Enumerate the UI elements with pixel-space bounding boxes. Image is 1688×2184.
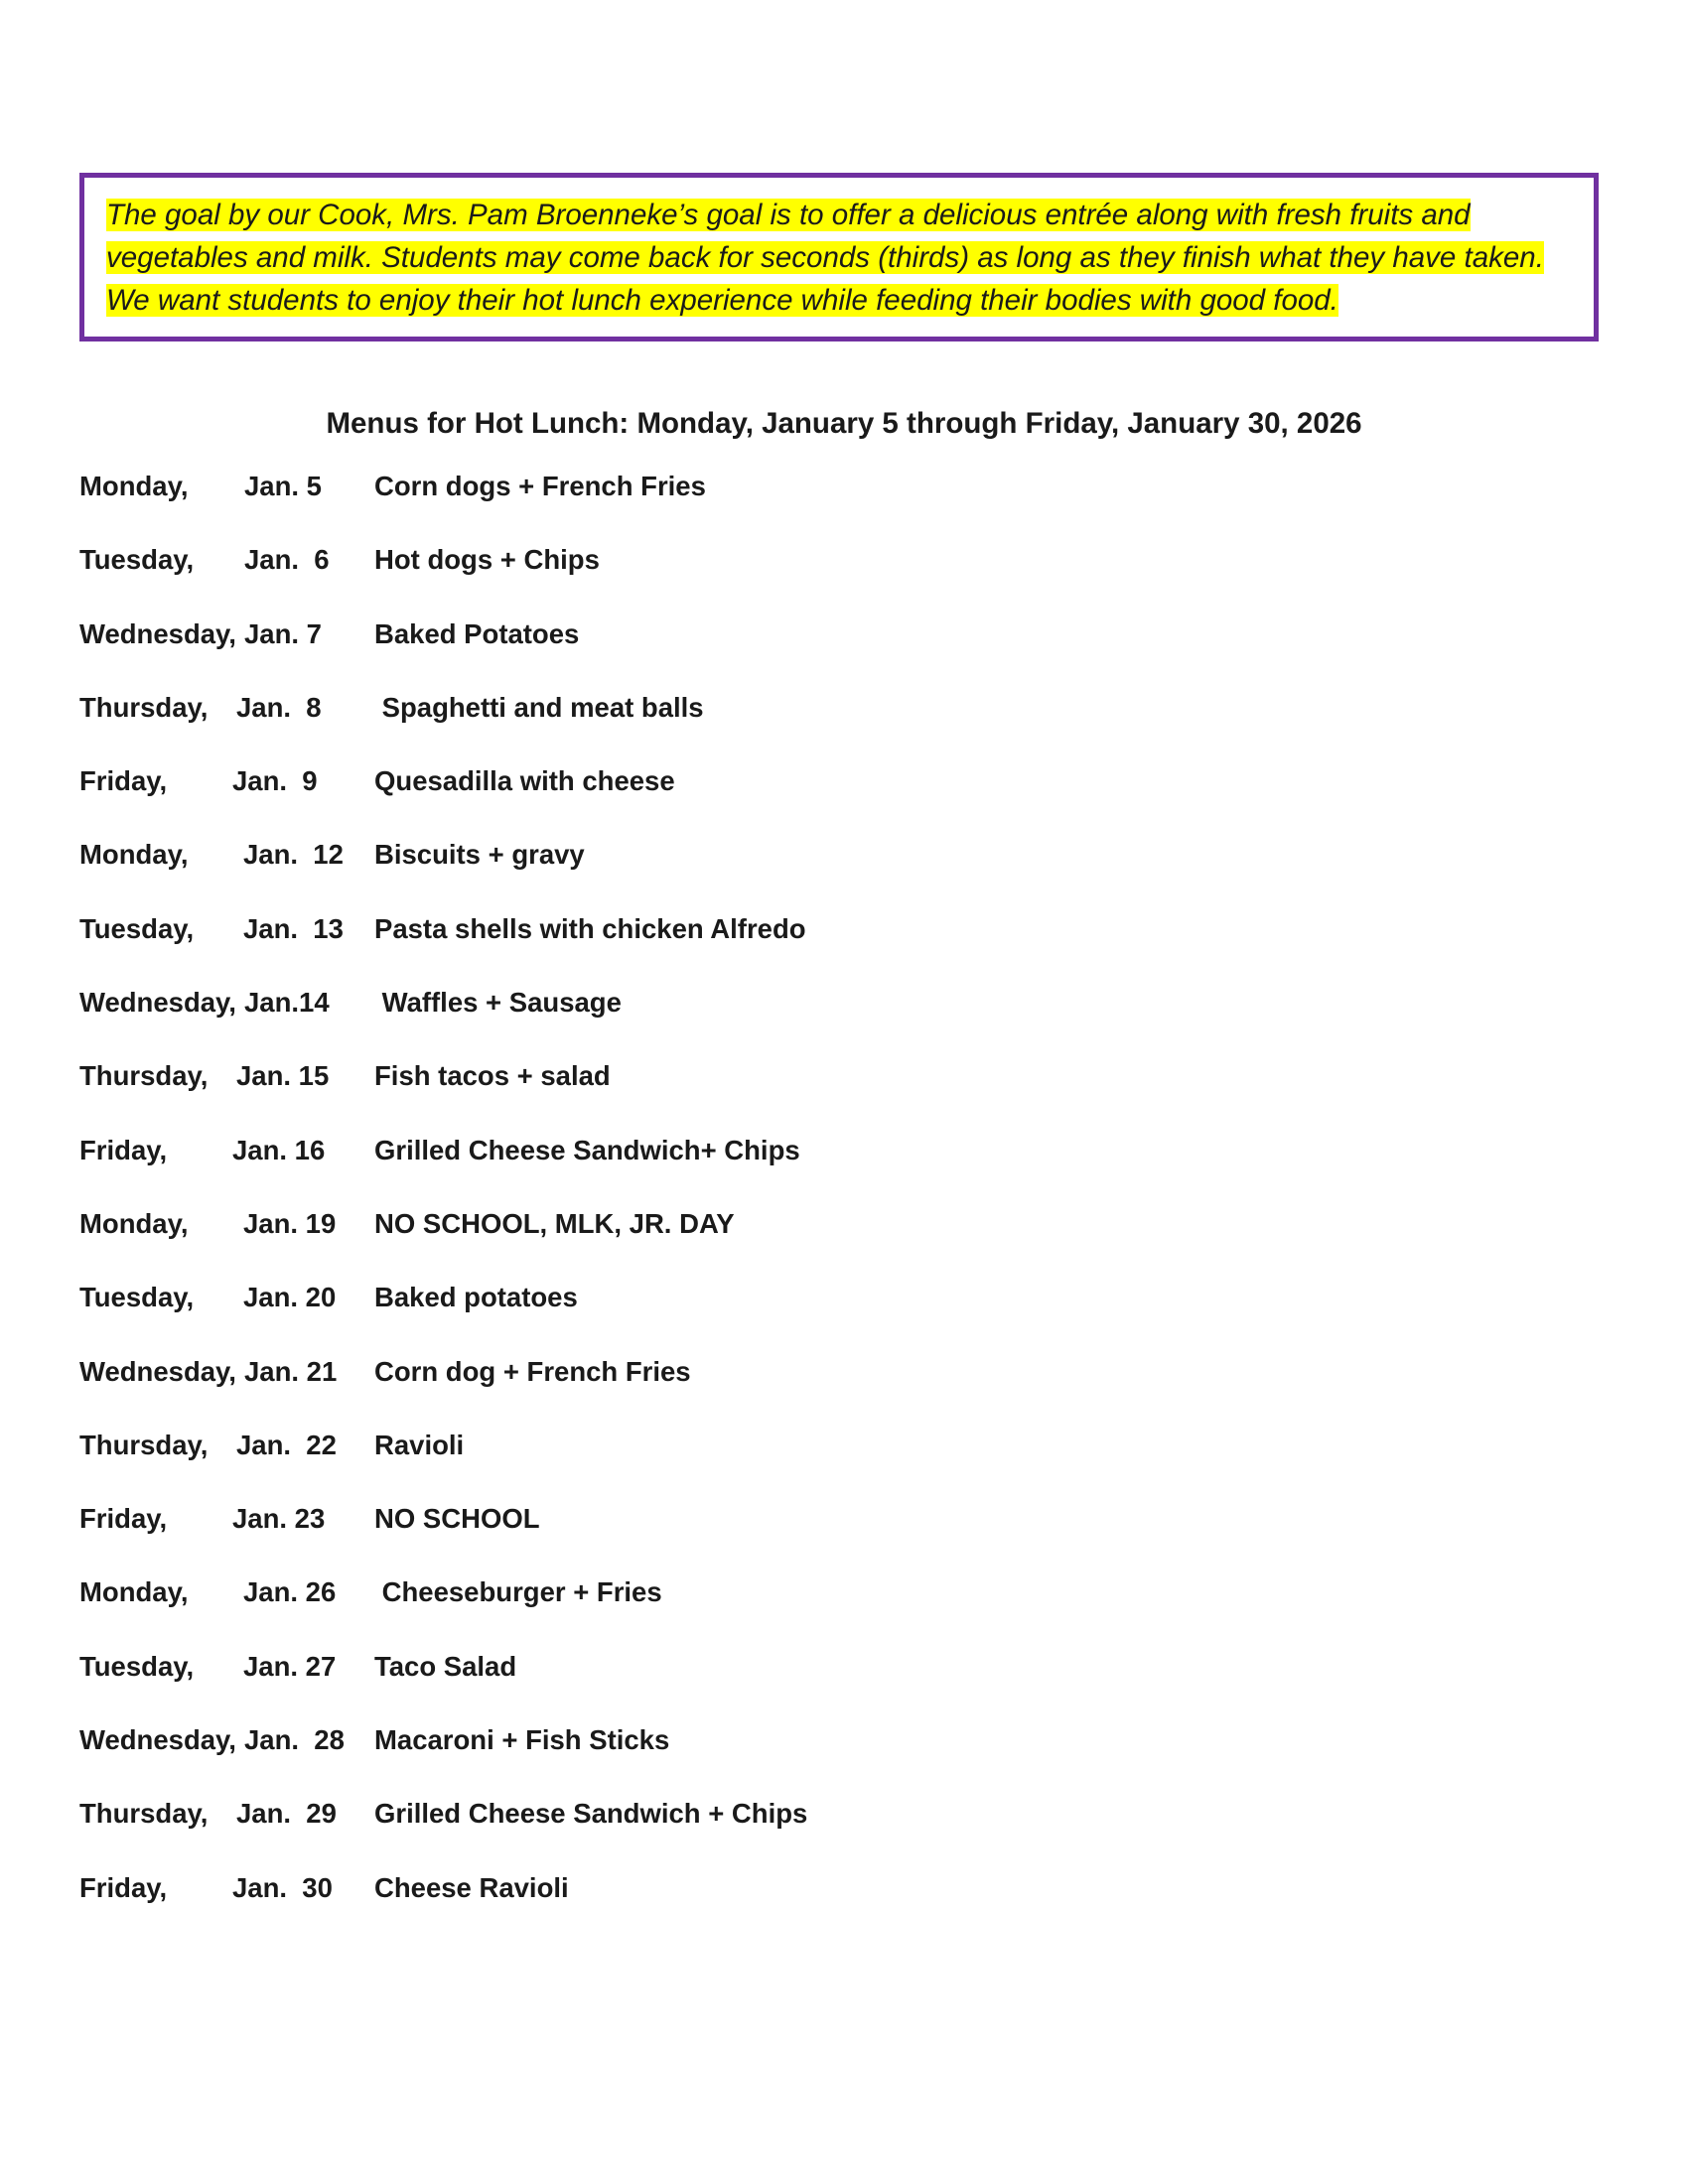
menu-date: Jan. 15 xyxy=(236,1060,330,1092)
menu-day: Tuesday, xyxy=(79,1282,195,1313)
menu-date: Jan. 29 xyxy=(236,1798,337,1830)
menu-day: Monday, xyxy=(79,1207,189,1239)
menu-day: Thursday, xyxy=(79,691,209,723)
menu-date: Jan. 21 xyxy=(244,1355,338,1387)
menu-date: Jan. 13 xyxy=(243,912,344,944)
menu-dish: Cheeseburger + Fries xyxy=(374,1576,662,1608)
intro-line-3: We want students to enjoy their hot lunch experience while feeding their bodies with good food. xyxy=(106,284,1338,317)
menu-date: Jan. 22 xyxy=(236,1429,337,1460)
menu-dish: Baked potatoes xyxy=(374,1282,578,1313)
menu-day: Wednesday, xyxy=(79,987,236,1019)
menu-dish: Waffles + Sausage xyxy=(374,987,622,1019)
menu-day: Monday, xyxy=(79,839,189,871)
menu-day: Wednesday, xyxy=(79,1724,236,1756)
menu-dish: Fish tacos + salad xyxy=(374,1060,611,1092)
menu-date: Jan. 23 xyxy=(232,1503,326,1535)
menu-date: Jan. 26 xyxy=(243,1576,337,1608)
menu-date: Jan. 19 xyxy=(243,1207,337,1239)
menu-dish: Corn dog + French Fries xyxy=(374,1355,691,1387)
menu-dish: Baked Potatoes xyxy=(374,617,580,649)
menu-day: Monday, xyxy=(79,1576,189,1608)
menu-dish: Corn dogs + French Fries xyxy=(374,471,706,501)
menu-date: Jan. 27 xyxy=(243,1650,337,1682)
menu-day: Thursday, xyxy=(79,1798,209,1830)
menu-day: Wednesday, xyxy=(79,617,236,649)
menu-dish: Grilled Cheese Sandwich + Chips xyxy=(374,1798,808,1830)
menu-dish: NO SCHOOL, MLK, JR. DAY xyxy=(374,1207,735,1239)
menu-day: Tuesday, xyxy=(79,912,195,944)
menu-date: Jan. 5 xyxy=(244,471,322,501)
menu-dish: Pasta shells with chicken Alfredo xyxy=(374,912,806,944)
intro-line-1: The goal by our Cook, Mrs. Pam Broenneke’s goal is to offer a delicious entrée along with fresh fruits and xyxy=(106,199,1471,231)
menu-dish: Macaroni + Fish Sticks xyxy=(374,1724,670,1756)
intro-box xyxy=(79,173,1599,341)
menu-day: Thursday, xyxy=(79,1429,209,1460)
menu-day: Monday, xyxy=(79,471,189,501)
menu-day: Tuesday, xyxy=(79,544,195,576)
menu-date: Jan. 6 xyxy=(244,544,330,576)
intro-paragraph xyxy=(106,194,1576,322)
menu-date: Jan.14 xyxy=(244,987,330,1019)
menu-date: Jan. 8 xyxy=(236,691,322,723)
menu-dish: Cheese Ravioli xyxy=(374,1871,569,1903)
menu-day: Friday, xyxy=(79,1871,168,1903)
menu-day: Tuesday, xyxy=(79,1650,195,1682)
menu-day: Wednesday, xyxy=(79,1355,236,1387)
menu-day: Friday, xyxy=(79,765,168,797)
menu-dish: Ravioli xyxy=(374,1429,465,1460)
menu-dish: Quesadilla with cheese xyxy=(374,765,675,797)
menu-date: Jan. 9 xyxy=(232,765,318,797)
menu-day: Thursday, xyxy=(79,1060,209,1092)
menu-date: Jan. 12 xyxy=(243,839,344,871)
menu-title: Menus for Hot Lunch: Monday, January 5 through Friday, January 30, 2026 xyxy=(326,407,1362,440)
menu-date: Jan. 16 xyxy=(232,1134,326,1165)
menu-day: Friday, xyxy=(79,1134,168,1165)
intro-line-2: vegetables and milk. Students may come back for seconds (thirds) as long as they finish what they have taken. xyxy=(106,241,1544,274)
menu-dish: Spaghetti and meat balls xyxy=(374,691,704,723)
menu-dish: NO SCHOOL xyxy=(374,1503,540,1535)
menu-dish: Taco Salad xyxy=(374,1650,517,1682)
menu-date: Jan. 30 xyxy=(232,1871,333,1903)
menu-date: Jan. 7 xyxy=(244,617,322,649)
menu-dish: Biscuits + gravy xyxy=(374,839,585,871)
menu-date: Jan. 20 xyxy=(243,1282,337,1313)
menu-day: Friday, xyxy=(79,1503,168,1535)
menu-dish: Hot dogs + Chips xyxy=(374,544,600,576)
menu-dish: Grilled Cheese Sandwich+ Chips xyxy=(374,1134,800,1165)
menu-date: Jan. 28 xyxy=(244,1724,345,1756)
